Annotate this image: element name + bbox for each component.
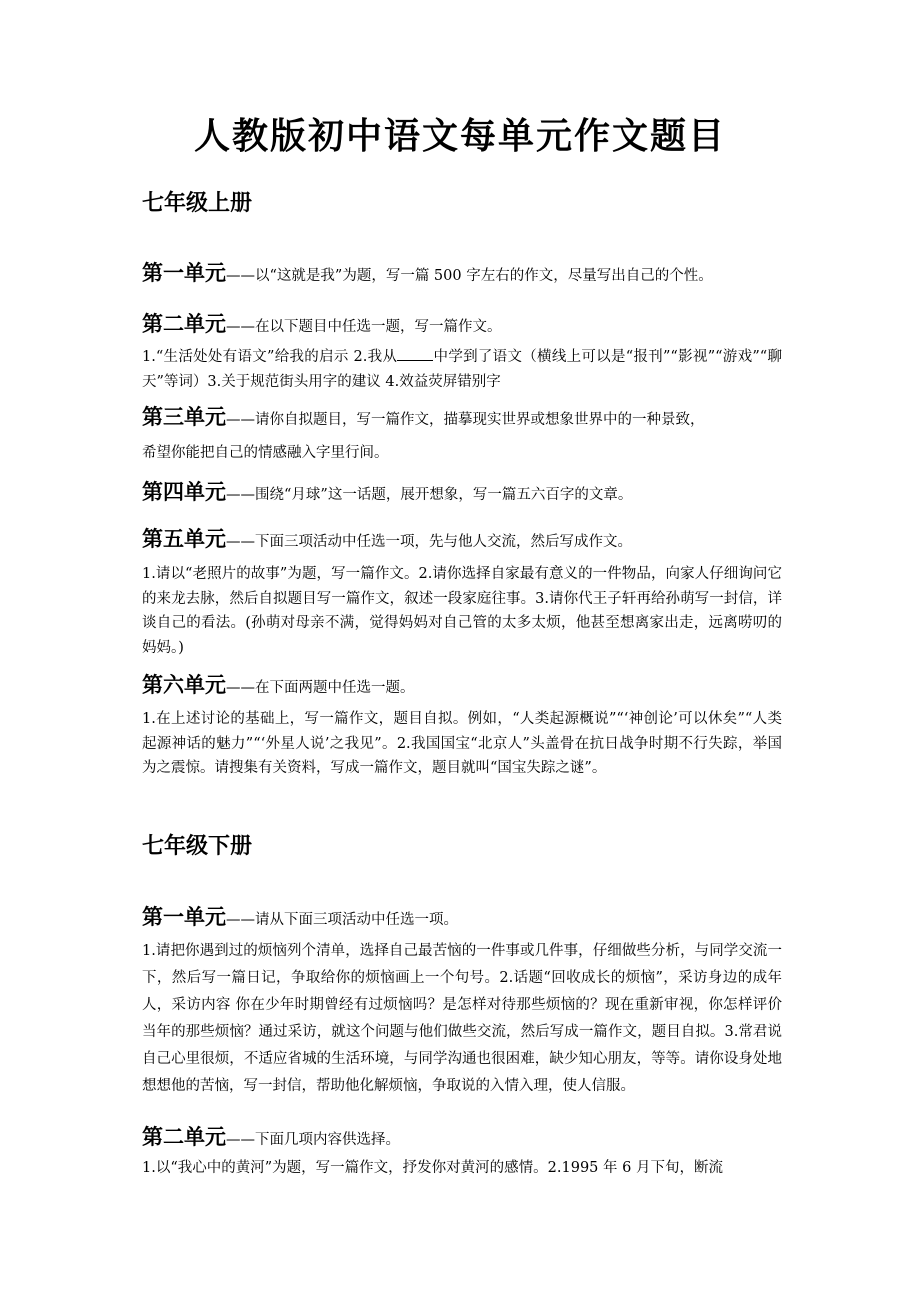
unit-prompt: ——围绕“月球”这一话题，展开想象，写一篇五六百字的文章。 xyxy=(226,487,633,503)
unit-7up-5-detail: 1.请以“老照片的故事”为题，写一篇作文。2.请你选择自家最有意义的一件物品，向家人仔细询问它的来龙去脉，然后自拟题目写一篇作文，叙述一段家庭往事。3.请你代王子轩再给孙萌写一封信，详谈自己的看法。(孙萌对母亲不满，觉得妈妈对自己管的太多太烦，他甚至想离家出走，远离唠叨的妈妈。) xyxy=(142,566,782,656)
unit-7down-1 xyxy=(142,902,792,935)
unit-prompt: ——在以下题目中任选一题，写一篇作文。 xyxy=(226,319,502,335)
fill-blank xyxy=(397,346,433,361)
unit-7up-6 xyxy=(142,670,792,703)
unit-7up-3-cont: 希望你能把自己的情感融入字里行间。 xyxy=(142,445,389,461)
unit-7up-2 xyxy=(142,309,792,342)
unit-prompt: ——下面几项内容供选择。 xyxy=(226,1132,400,1148)
detail-part-a: 1.“生活处处有语文”给我的启示 2.我从 xyxy=(142,349,398,365)
unit-prompt: ——请你自拟题目，写一篇作文，描摹现实世界或想象世界中的一种景致， xyxy=(226,412,705,428)
grade-heading-7-up: 七年级上册 xyxy=(142,191,253,216)
unit-7up-1 xyxy=(142,258,792,291)
unit-7down-2 xyxy=(142,1122,792,1155)
unit-title: 第三单元 xyxy=(142,404,226,429)
document-title: 人教版初中语文每单元作文题目 xyxy=(193,115,726,157)
unit-title: 第五单元 xyxy=(142,526,226,551)
unit-title: 第二单元 xyxy=(142,311,226,336)
unit-prompt: ——以“这就是我”为题，写一篇 500 字左右的作文，尽量写出自己的个性。 xyxy=(226,268,713,284)
unit-7up-5 xyxy=(142,524,792,557)
unit-title: 第四单元 xyxy=(142,479,226,504)
unit-prompt: ——下面三项活动中任选一项，先与他人交流，然后写成作文。 xyxy=(226,534,632,550)
unit-title: 第一单元 xyxy=(142,904,226,929)
unit-7down-2-detail: 1.以“我心中的黄河”为题，写一篇作文，抒发你对黄河的感情。2.1995 年 6 月下旬，断流 xyxy=(142,1160,723,1176)
unit-7down-1-detail: 1.请把你遇到过的烦恼列个清单，选择自己最苦恼的一件事或几件事，仔细做些分析，与同学交流一下，然后写一篇日记，争取给你的烦恼画上一个句号。2.话题“回收成长的烦恼”，采访身边的成年人，采访内容 你在少年时期曾经有过烦恼吗？是怎样对待那些烦恼的？现在重新审视，你怎样评价当年的那些烦恼？通过采访，就这个问题与他们做些交流，然后写成一篇作文，题目自拟。3.常君说自己心里很烦，不适应省城的生活环境，与同学沟通也很困难，缺少知心朋友，等等。请你设身处地想想他的苦恼，写一封信，帮助他化解烦恼，争取说的入情入理，使人信服。 xyxy=(142,943,782,1094)
grade-heading-7-down: 七年级下册 xyxy=(142,834,253,859)
unit-prompt: ——请从下面三项活动中任选一项。 xyxy=(226,912,458,928)
unit-title: 第二单元 xyxy=(142,1124,226,1149)
unit-7up-4 xyxy=(142,477,792,510)
unit-prompt: ——在下面两题中任选一题。 xyxy=(226,680,415,696)
unit-7up-2-detail xyxy=(142,345,782,394)
unit-title: 第六单元 xyxy=(142,672,226,697)
unit-7up-6-detail: 1.在上述讨论的基础上，写一篇作文，题目自拟。例如，“人类起源概说”“‘神创论’可以休矣”“人类起源神话的魅力”“‘外星人说’之我见”。2.我国国宝“北京人”头盖骨在抗日战争时期不行失踪，举国为之震惊。请搜集有关资料，写成一篇作文，题目就叫“国宝失踪之谜”。 xyxy=(142,711,782,776)
detail-part-b: 中学到了语文（横线上可以是“报刊”“影视”“游戏”“聊天”等词）3.关于规范街头用字的建议 4.效益荧屏错别字 xyxy=(142,349,782,390)
unit-title: 第一单元 xyxy=(142,260,226,285)
unit-7up-3 xyxy=(142,402,792,435)
